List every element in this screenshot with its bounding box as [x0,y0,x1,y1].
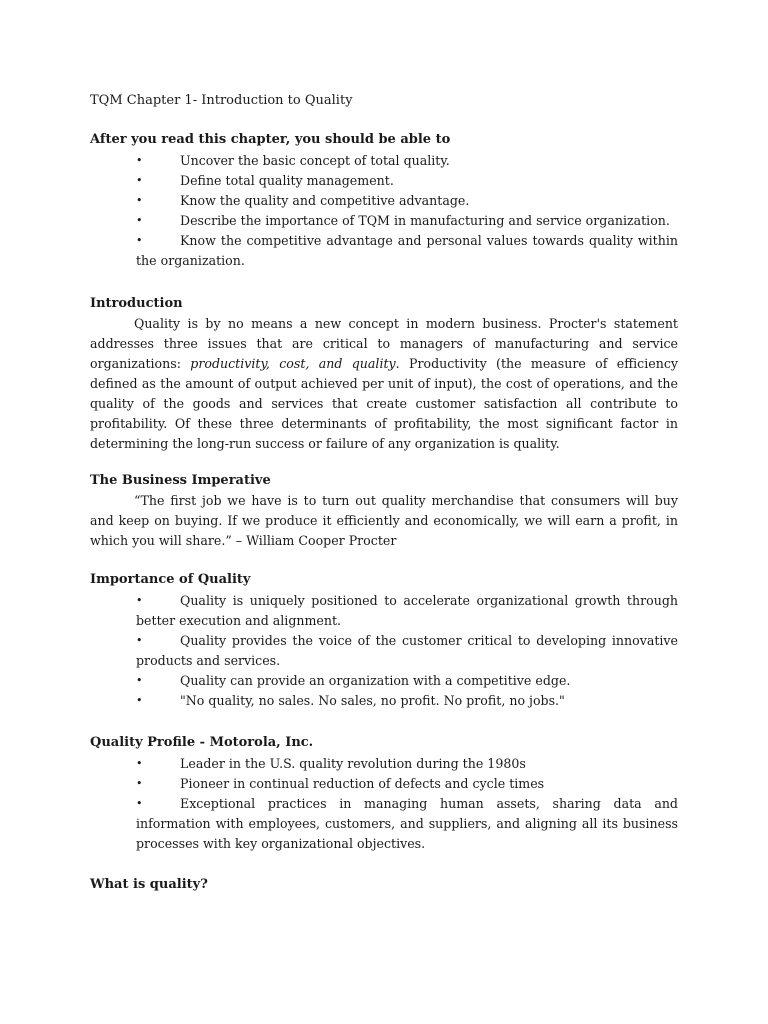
list-item: • Exceptional practices in managing human assets, sharing data and information with employees, customers, and suppliers, and aligning all its business processes with key organizational objectives. [136,796,678,851]
importance-list [90,591,678,711]
list-item: • Quality provides the voice of the customer critical to developing innovative products and services. [136,633,678,668]
introduction-heading: Introduction [90,296,183,311]
what-is-quality-heading: What is quality? [90,877,208,892]
bullet-icon: • [136,694,143,707]
list-item: • Pioneer in continual reduction of defects and cycle times [90,774,678,794]
list-item: • "No quality, no sales. No sales, no profit. No profit, no jobs." [90,691,678,711]
bullet-icon: • [136,674,143,687]
bullet-icon: • [136,154,143,167]
list-item: • Describe the importance of TQM in manufacturing and service organization. [90,211,678,231]
motorola-list [90,754,678,854]
bullet-icon: • [136,214,143,227]
business-imperative-heading: The Business Imperative [90,473,271,488]
bullet-icon: • [136,797,143,810]
emphasis-text: productivity, cost, and quality [190,356,396,371]
bullet-icon: • [136,594,143,607]
bullet-icon: • [136,777,143,790]
list-item: • Quality is uniquely positioned to accelerate organizational growth through better execution and alignment. [136,593,678,628]
introduction-paragraph: Quality is by no means a new concept in modern business. Procter's statement addresses three issues that are critical to managers of manufacturing and service organizations: productivity, cost, and quality. Productivity (the measure of efficiency defined as the amount of output achieved per unit of input), the cost of operations, and the quality of the goods and services that create customer satisfaction all contribute to profitability. Of these three determinants of profitability, the most significant factor in determining the long-run success or failure of any organization is quality. [90,316,678,451]
list-item: • Know the competitive advantage and personal values towards quality within the organization. [136,233,678,268]
document-title: TQM Chapter 1- Introduction to Quality [90,93,353,108]
importance-heading: Importance of Quality [90,572,251,587]
bullet-icon: • [136,194,143,207]
bullet-icon: • [136,174,143,187]
list-item: • Define total quality management. [90,171,678,191]
bullet-icon: • [136,234,143,247]
list-item: • Uncover the basic concept of total quality. [90,151,678,171]
list-item: • Know the quality and competitive advantage. [90,191,678,211]
list-item: • Leader in the U.S. quality revolution during the 1980s [90,754,678,774]
bullet-icon: • [136,634,143,647]
objectives-list [90,151,678,271]
bullet-icon: • [136,757,143,770]
objectives-heading: After you read this chapter, you should be able to [90,132,451,147]
motorola-heading: Quality Profile - Motorola, Inc. [90,735,314,750]
procter-quote: “The first job we have is to turn out quality merchandise that consumers will buy and keep on buying. If we produce it efficiently and economically, we will earn a profit, in which you will share.” – William Cooper Procter [90,493,678,548]
list-item: • Quality can provide an organization with a competitive edge. [90,671,678,691]
